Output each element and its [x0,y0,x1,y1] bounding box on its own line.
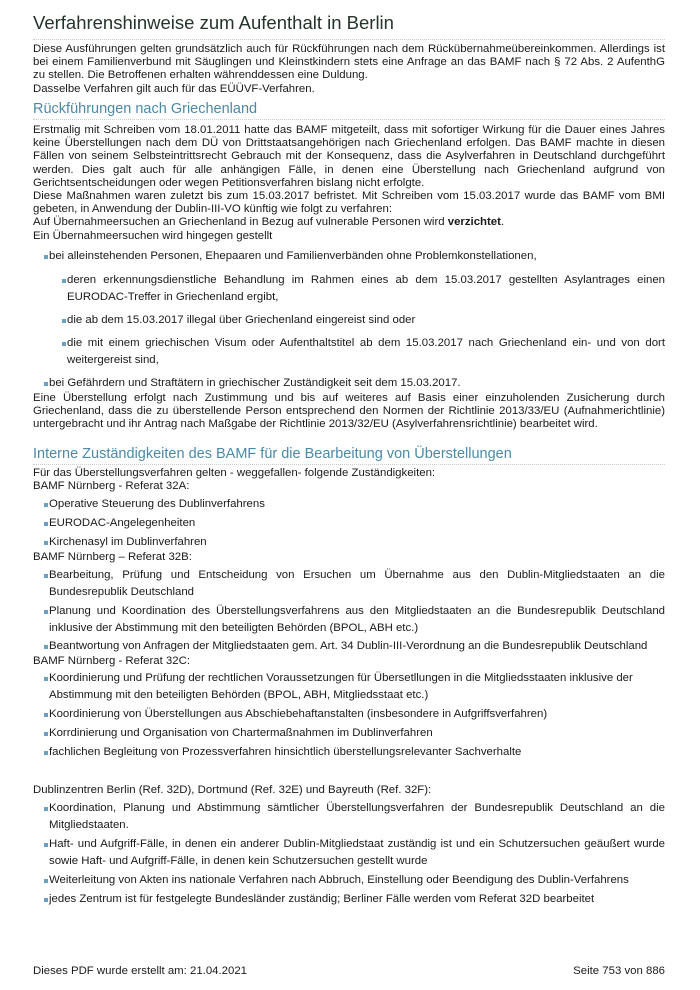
list-item [33,725,665,742]
list-item [33,744,665,761]
list-item-text: Haft- und Aufgriff-Fälle, in denen ein anderer Dublin-Mitgliedstaat zuständig ist und ein Schutzersuchen geäußert wurde sowie Haft- und Aufgriff-Fälle, in denen kein Schutzersuchen gestellt wurde [49,838,665,868]
list-item-text: Koordinierung und Prüfung der rechtlichen Voraussetzungen für Übersetllungen in die Mitgliedsstaaten inklusive der Abstimmung mit den beteiligten Behörden (BPOL, ABH, Mitgliedsstaat etc.) [49,671,633,701]
bullet-icon [44,898,48,902]
bullet-icon [44,807,48,811]
list-item-text: Operative Steuerung des Dublinverfahrens [49,498,265,511]
footer-page-number: Seite 753 von 886 [573,965,665,977]
bullet-icon [44,645,48,649]
list-item-text: Korrdinierung und Organisation von Chartermaßnahmen im Dublinverfahren [49,726,433,739]
list-item [33,335,665,369]
text-span: Auf Übernahmeersuchen an Griechenland in Bezug auf vulnerable Personen wird [33,216,448,229]
bullet-icon [44,879,48,883]
list-item-text: bei Gefährdern und Straftätern in griechischer Zuständigkeit seit dem 15.03.2017. [49,376,461,389]
bullet-list [33,800,665,908]
list-item [33,272,665,306]
bullet-icon [44,503,48,507]
paragraph [33,216,665,229]
bullet-icon [44,732,48,736]
list-item-text: deren erkennungsdienstliche Behandlung im Rahmen eines ab dem 15.03.2017 gestellten Asylantrages einen EURODAC-Treffer in Griechenland ergibt, [67,273,665,303]
list-item [33,836,665,870]
list-item [33,638,665,655]
bullet-icon [44,610,48,614]
bullet-icon [44,843,48,847]
list-item-text: die ab dem 15.03.2017 illegal über Griechenland eingereist sind oder [67,313,416,326]
bullet-icon [44,541,48,545]
section-heading: Interne Zuständigkeiten des BAMF für die Bearbeitung von Überstellungen [33,446,665,465]
bullet-list [33,670,665,761]
text-span: . [500,216,505,229]
list-item [33,891,665,908]
bullet-icon [44,677,48,681]
paragraph: Diese Maßnahmen waren zuletzt bis zum 15.03.2017 befristet. Mit Schreiben vom 15.03.2017 wurde das BAMF vom BMI gebeten, in Anwendung der Dublin-III-VO künftig wie folgt zu verfahren: [33,190,665,216]
paragraph: Für das Überstellungsverfahren gelten - weggefallen- folgende Zuständigkeiten: [33,467,436,479]
list-item-text: fachlichen Begleitung von Prozessverfahren hinsichtlich überstellungsrelevanter Sachverhalte [49,745,522,758]
intro-block [33,43,665,96]
referat-label: BAMF Nürnberg – Referat 32B: [33,551,192,564]
bullet-icon [44,255,48,259]
page-title: Verfahrenshinweise zum Aufenthalt in Berlin [33,12,665,40]
bullet-icon [44,713,48,717]
referat-label: BAMF Nürnberg - Referat 32C: [33,654,190,667]
list-item-text: Planung und Koordination des Überstellungsverfahrens aus den Mitgliedstaaten an die Bundesrepublik Deutschland inklusive der Abstimmung mit den beteiligten Behörden (BPOL, ABH etc.) [49,604,665,634]
list-item [33,670,665,704]
page-footer [33,965,665,977]
bullet-icon [62,342,66,346]
paragraph: Eine Überstellung erfolgt nach Zustimmung und bis auf weiteres auf Basis einer einzuholenden Zusicherung durch Griechenland, dass die zu überstellende Person entsprechend den Normen der Richtlinie 2013/33/EU (Aufnahmerichtlinie) untergebracht und ihr Antrag nach Maßgabe der Richtlinie 2013/32/EU (Asylverfahrensrichtlinie) bearbeitet wird. [33,391,665,431]
bullet-icon [44,522,48,526]
bullet-list [33,567,665,655]
list-item [33,800,665,834]
referat-label: Dublinzentren Berlin (Ref. 32D), Dortmund (Ref. 32E) und Bayreuth (Ref. 32F): [33,783,432,796]
bold-text: verzichtet [447,216,501,229]
intro-paragraph: Dasselbe Verfahren gilt auch für das EÜÜVF-Verfahren. [33,82,315,95]
list-item-text: Koordinierung von Überstellungen aus Abschiebehaftanstalten (insbesondere in Aufgriffsverfahren) [49,707,548,720]
list-item-text: Kirchenasyl im Dublinverfahren [49,536,207,549]
bullet-icon [44,574,48,578]
list-item-text: die mit einem griechischen Visum oder Aufenthaltstitel ab dem 15.03.2017 nach Griechenland ein- und von dort weitergereist sind, [67,336,665,366]
bullet-icon [44,382,48,386]
section-bamf [33,446,665,908]
list-item-text: Weiterleitung von Akten ins nationale Verfahren nach Abbruch, Einstellung oder Beendigung des Dublin-Verfahrens [49,874,629,887]
list-item [33,515,665,532]
list-item [33,496,665,513]
paragraph: Ein Übernahmeersuchen wird hingegen gestellt [33,229,273,242]
bullet-icon [44,751,48,755]
bullet-icon [62,319,66,323]
intro-paragraph: Diese Ausführungen gelten grundsätzlich auch für Rückführungen nach dem Rückübernahmeübereinkommen. Allerdings ist bei einem Familienverbund mit Säuglingen und Kleinstkindern stets eine Anfrage an das BAMF nach § 72 Abs. 2 AufenthG zu stellen. Die Betroffenen erhalten währenddessen eine Duldung. [33,43,665,82]
bullet-list [33,248,665,392]
section-greece [33,101,665,431]
bullet-icon [62,279,66,283]
list-item [33,706,665,723]
list-item [33,603,665,637]
list-item [33,375,665,392]
list-item-text: bei alleinstehenden Personen, Ehepaaren und Familienverbänden ohne Problemkonstellationen, [49,249,537,262]
list-item [33,534,665,551]
list-item-text: Bearbeitung, Prüfung und Entscheidung von Ersuchen um Übernahme aus den Dublin-Mitgliedstaaten an die Bundesrepublik Deutschland [49,568,665,598]
list-item-text: jedes Zentrum ist für festgelegte Bundesländer zuständig; Berliner Fälle werden vom Referat 32D bearbeitet [49,893,595,906]
footer-created-date: Dieses PDF wurde erstellt am: 21.04.2021 [33,965,247,977]
section-heading: Rückführungen nach Griechenland [33,101,665,120]
list-item [33,567,665,601]
list-item-text: EURODAC-Angelegenheiten [49,517,196,530]
list-item [33,248,665,265]
list-item-text: Koordination, Planung und Abstimmung sämtlicher Überstellungsverfahren der Bundesrepublik Deutschland an die Mitgliedstaaten. [49,802,665,832]
referat-label: BAMF Nürnberg - Referat 32A: [33,480,190,493]
list-item [33,872,665,889]
list-item-text: Beantwortung von Anfragen der Mitgliedstaaten gem. Art. 34 Dublin-III-Verordnung an die Bundesrepublik Deutschland [49,639,648,652]
paragraph: Erstmalig mit Schreiben vom 18.01.2011 hatte das BAMF mitgeteilt, dass mit sofortiger Wirkung für die Dauer eines Jahres keine Überstellungen nach dem DÜ von Drittstaatsangehörigen nach Griechenland erfolgen. Das BAMF machte in diesen Fällen von seinem Selbsteintrittsrecht Gebrauch mit der Konsequenz, dass die Asylverfahren in Deutschland durchgeführt werden. Dies galt auch für alle anhängigen Fälle, in denen eine Überstellung nach Griechenland aufgrund von Gerichtsentscheidungen oder wegen Petitionsverfahren bislang nicht erfolgte. [33,124,665,189]
list-item [33,312,665,329]
bullet-list [33,496,665,551]
